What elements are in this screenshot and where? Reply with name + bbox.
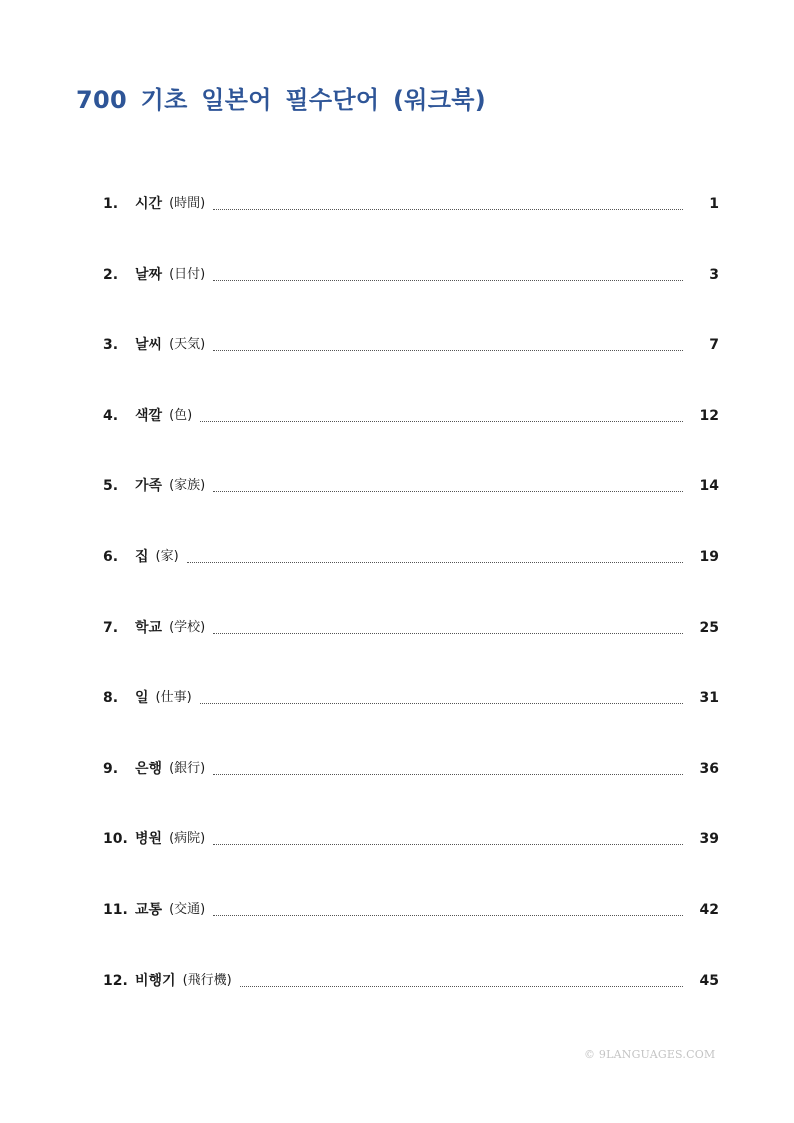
toc-entry[interactable] <box>103 753 719 824</box>
toc-entry[interactable] <box>103 612 719 683</box>
toc-entry-number: 11. <box>103 901 128 918</box>
toc-entry[interactable] <box>103 682 719 753</box>
toc-entry-page: 19 <box>699 548 719 565</box>
dot-leader <box>200 682 683 704</box>
toc-entry-word: 색깔 <box>135 407 163 424</box>
toc-entry[interactable] <box>103 188 719 259</box>
toc-entry-kanji: (天気) <box>169 337 206 353</box>
dot-leader <box>213 188 683 210</box>
dot-leader <box>213 823 683 845</box>
toc-entry-number: 2. <box>103 266 119 283</box>
toc-entry-word: 일 <box>135 690 149 707</box>
toc-entry-page: 1 <box>709 196 719 212</box>
dot-leader <box>213 894 683 916</box>
dot-leader <box>200 400 683 422</box>
toc-entry-number: 10. <box>103 831 128 848</box>
toc-entry-number: 1. <box>103 196 119 212</box>
toc-entry-number: 3. <box>103 337 119 354</box>
toc-entry-number: 12. <box>103 972 128 989</box>
toc-entry-page: 12 <box>699 407 719 424</box>
dot-leader <box>213 612 683 634</box>
toc-entry-number: 7. <box>103 619 119 636</box>
toc-entry[interactable] <box>103 400 719 471</box>
dot-leader <box>213 470 683 492</box>
toc-entry-kanji: (銀行) <box>169 760 206 776</box>
toc-entry-word: 교통 <box>135 901 163 918</box>
toc-entry[interactable] <box>103 329 719 400</box>
toc-entry-word: 날씨 <box>135 337 163 354</box>
toc-entry[interactable] <box>103 541 719 612</box>
toc-entry-word: 비행기 <box>135 972 176 989</box>
toc-entry-word: 학교 <box>135 619 163 636</box>
dot-leader <box>213 329 683 351</box>
toc-entry-word: 가족 <box>135 478 163 495</box>
toc-entry[interactable] <box>103 965 719 1036</box>
toc-entry-number: 4. <box>103 407 119 424</box>
toc-entry-page: 42 <box>699 901 719 918</box>
toc-entry-page: 14 <box>699 478 719 495</box>
toc-entry-kanji: (家族) <box>169 478 206 494</box>
toc-entry-number: 8. <box>103 690 119 707</box>
toc-entry-number: 6. <box>103 548 119 565</box>
toc-entry-kanji: (病院) <box>169 831 206 847</box>
toc-entry-kanji: (色) <box>169 407 193 423</box>
toc-entry-kanji: (仕事) <box>155 690 192 706</box>
page-title: 700 기초 일본어 필수단어 (워크북) <box>76 86 486 114</box>
copyright-footer: © 9LANGUAGES.COM <box>584 1048 716 1061</box>
toc-entry-number: 9. <box>103 760 119 777</box>
dot-leader <box>213 753 683 775</box>
toc-entry-word: 병원 <box>135 831 163 848</box>
toc-entry-word: 집 <box>135 548 149 565</box>
dot-leader <box>213 259 683 281</box>
toc-entry-word: 날짜 <box>135 266 163 283</box>
toc-entry-page: 45 <box>699 972 719 989</box>
toc-entry[interactable] <box>103 470 719 541</box>
toc-entry-page: 25 <box>699 619 719 636</box>
toc-entry-word: 시간 <box>135 196 163 212</box>
toc-entry-word: 은행 <box>135 760 163 777</box>
toc-entry-page: 31 <box>699 690 719 707</box>
toc-entry-page: 39 <box>699 831 719 848</box>
toc-entry-number: 5. <box>103 478 119 495</box>
toc-entry-kanji: (家) <box>155 548 179 564</box>
toc-entry-kanji: (学校) <box>169 619 206 635</box>
toc-entry-page: 7 <box>709 337 719 354</box>
toc-entry-kanji: (飛行機) <box>182 972 232 988</box>
toc-entry[interactable] <box>103 894 719 965</box>
table-of-contents <box>103 188 719 1035</box>
toc-entry[interactable] <box>103 259 719 330</box>
toc-entry-page: 3 <box>709 266 719 283</box>
dot-leader <box>240 965 683 987</box>
dot-leader <box>187 541 683 563</box>
toc-entry[interactable] <box>103 823 719 894</box>
toc-entry-kanji: (交通) <box>169 901 206 917</box>
toc-entry-kanji: (時間) <box>169 196 206 211</box>
toc-entry-page: 36 <box>699 760 719 777</box>
toc-entry-kanji: (日付) <box>169 266 206 282</box>
